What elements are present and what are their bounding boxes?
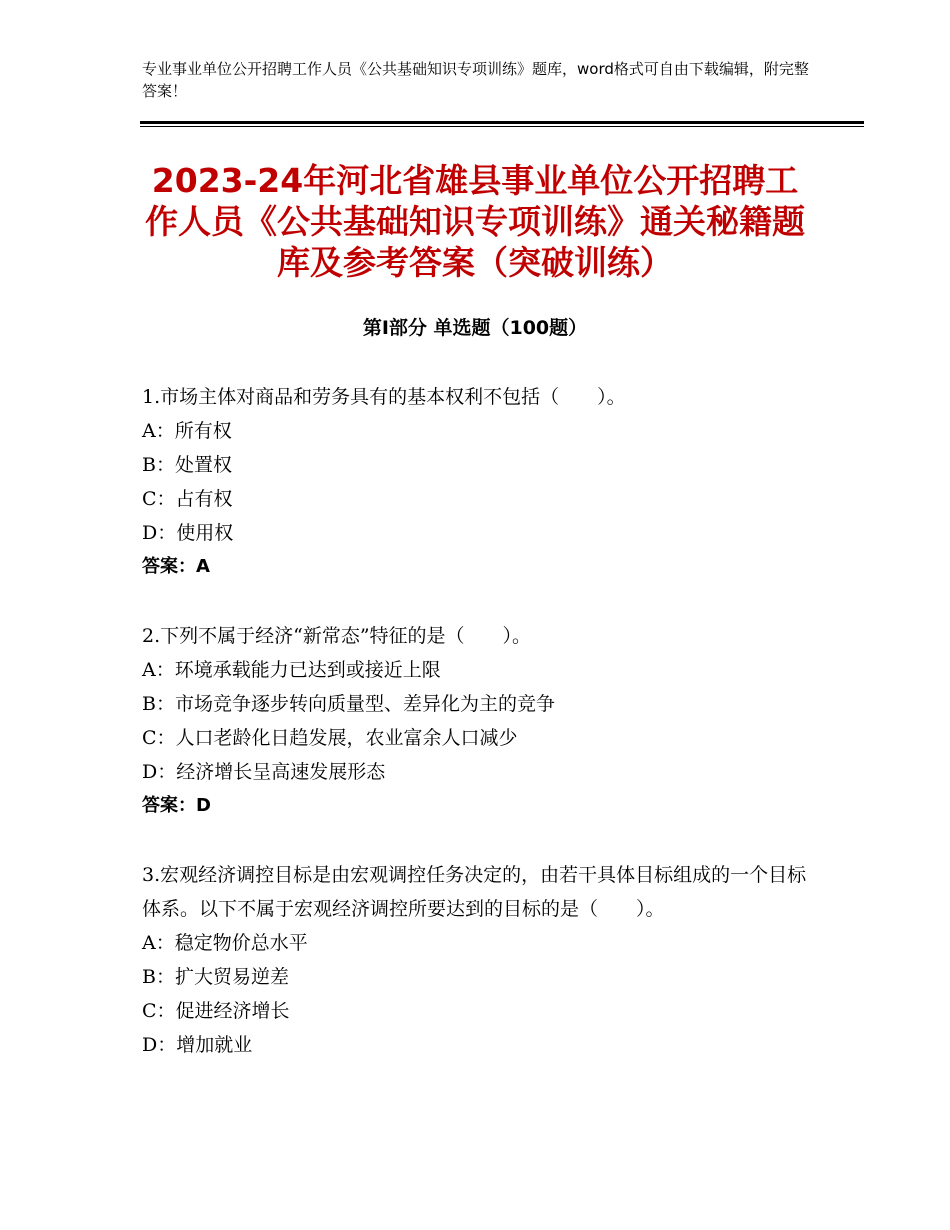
option-d: D：使用权	[142, 522, 234, 544]
question-1	[142, 380, 822, 584]
option-b: B：处置权	[142, 454, 232, 476]
question-stem: 1.市场主体对商品和劳务具有的基本权利不包括（ ）。	[142, 386, 626, 408]
question-2	[142, 619, 822, 823]
option-c: C：人口老龄化日趋发展，农业富余人口减少	[142, 727, 518, 749]
option-c: C：促进经济增长	[142, 1000, 290, 1022]
answer: 答案：D	[142, 795, 211, 816]
option-d: D：经济增长呈高速发展形态	[142, 761, 386, 783]
header-rule-thin	[140, 126, 864, 127]
answer: 答案：A	[142, 556, 210, 577]
question-stem: 3.宏观经济调控目标是由宏观调控任务决定的，由若干具体目标组成的一个目标体系。以下不属于宏观经济调控所要达到的目标的是（ ）。	[142, 864, 807, 920]
option-c: C：占有权	[142, 488, 233, 510]
option-a: A：稳定物价总水平	[142, 932, 308, 954]
option-b: B：扩大贸易逆差	[142, 966, 289, 988]
document-title: 2023-24年河北省雄县事业单位公开招聘工作人员《公共基础知识专项训练》通关秘籍题库及参考答案（突破训练）	[145, 161, 805, 282]
option-b: B：市场竞争逐步转向质量型、差异化为主的竞争	[142, 693, 555, 715]
option-a: A：环境承载能力已达到或接近上限	[142, 659, 441, 681]
option-d: D：增加就业	[142, 1034, 253, 1056]
section-title: 第Ⅰ部分 单选题（100题）	[362, 317, 588, 339]
question-3	[142, 858, 822, 1062]
header-note: 专业事业单位公开招聘工作人员《公共基础知识专项训练》题库，word格式可自由下载编辑，附完整答案！	[142, 60, 809, 100]
option-a: A：所有权	[142, 420, 232, 442]
question-stem: 2.下列不属于经济“新常态”特征的是（ ）。	[142, 625, 532, 647]
header-rule-thick	[140, 121, 864, 124]
